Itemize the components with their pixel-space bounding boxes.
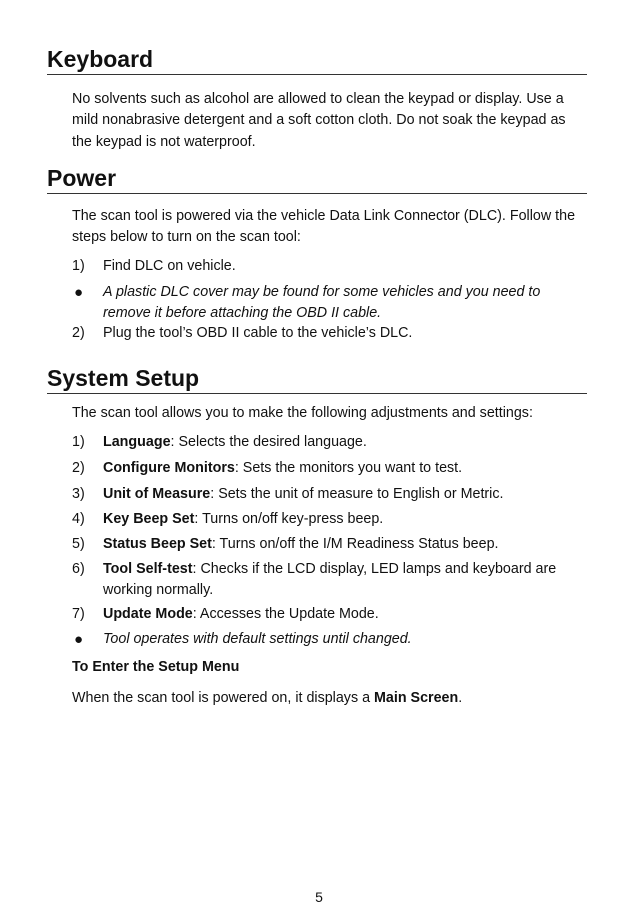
item-number: 3)	[72, 486, 85, 502]
setup-item-tool-self-test	[72, 559, 588, 602]
setup-item-update-mode	[72, 604, 588, 625]
item-term: Tool Self-test	[103, 561, 193, 577]
keyboard-paragraph: No solvents such as alcohol are allowed to clean the keypad or display. Use a mild nonabrasive detergent and a soft cotton cloth. Do not soak the keypad as the keypad is not waterproof.	[72, 91, 566, 150]
paragraph-end: .	[458, 690, 463, 706]
section-heading-system-setup: System Setup	[47, 364, 587, 394]
step-number: 1)	[72, 258, 85, 274]
step-text: Find DLC on vehicle.	[103, 258, 236, 274]
item-description: : Turns on/off the I/M Readiness Status beep.	[211, 536, 499, 552]
setup-item-unit-of-measure	[72, 484, 588, 505]
setup-item-status-beep-set	[72, 534, 588, 555]
item-description: : Selects the desired language.	[170, 434, 367, 450]
item-number: 2)	[72, 460, 85, 476]
setup-menu-paragraph	[72, 688, 588, 709]
bullet-icon: ●	[74, 284, 84, 301]
item-description: : Accesses the Update Mode.	[192, 606, 379, 622]
item-description: : Sets the unit of measure to English or Metric.	[210, 486, 504, 502]
note-text: Tool operates with default settings until changed.	[103, 631, 412, 647]
item-term: Update Mode	[103, 606, 193, 622]
section-heading-keyboard: Keyboard	[47, 45, 587, 75]
paragraph-text: When the scan tool is powered on, it displays a	[72, 690, 374, 706]
item-description: : Sets the monitors you want to test.	[234, 460, 463, 476]
bullet-icon: ●	[74, 631, 84, 648]
setup-menu-subheading: To Enter the Setup Menu	[72, 659, 240, 675]
item-term: Unit of Measure	[103, 486, 211, 502]
power-step-2	[72, 323, 588, 344]
item-description: : Turns on/off key-press beep.	[194, 511, 384, 527]
main-screen-term: Main Screen	[374, 690, 459, 706]
step-text: Plug the tool’s OBD II cable to the vehicle’s DLC.	[103, 325, 413, 341]
item-number: 1)	[72, 434, 85, 450]
power-step-1	[72, 256, 588, 277]
item-term: Status Beep Set	[103, 536, 212, 552]
note-text: A plastic DLC cover may be found for some vehicles and you need to remove it before attaching the OBD II cable.	[103, 284, 541, 322]
setup-note-bullet	[72, 629, 588, 650]
section-heading-power: Power	[47, 164, 587, 194]
item-number: 7)	[72, 606, 85, 622]
item-term: Configure Monitors	[103, 460, 235, 476]
item-term: Language	[103, 434, 171, 450]
step-number: 2)	[72, 325, 85, 341]
system-setup-intro-paragraph: The scan tool allows you to make the following adjustments and settings:	[72, 405, 533, 421]
item-number: 5)	[72, 536, 85, 552]
item-term: Key Beep Set	[103, 511, 195, 527]
item-number: 6)	[72, 561, 85, 577]
power-note-bullet	[72, 282, 588, 325]
item-description: : Checks if the LCD display, LED lamps and keyboard are working normally.	[103, 561, 557, 599]
item-number: 4)	[72, 511, 85, 527]
page-number: 5	[315, 889, 323, 905]
setup-item-key-beep-set	[72, 509, 588, 530]
setup-item-configure-monitors	[72, 458, 588, 479]
setup-item-language	[72, 432, 588, 453]
power-intro-paragraph: The scan tool is powered via the vehicle Data Link Connector (DLC). Follow the steps below to turn on the scan tool:	[72, 208, 576, 246]
